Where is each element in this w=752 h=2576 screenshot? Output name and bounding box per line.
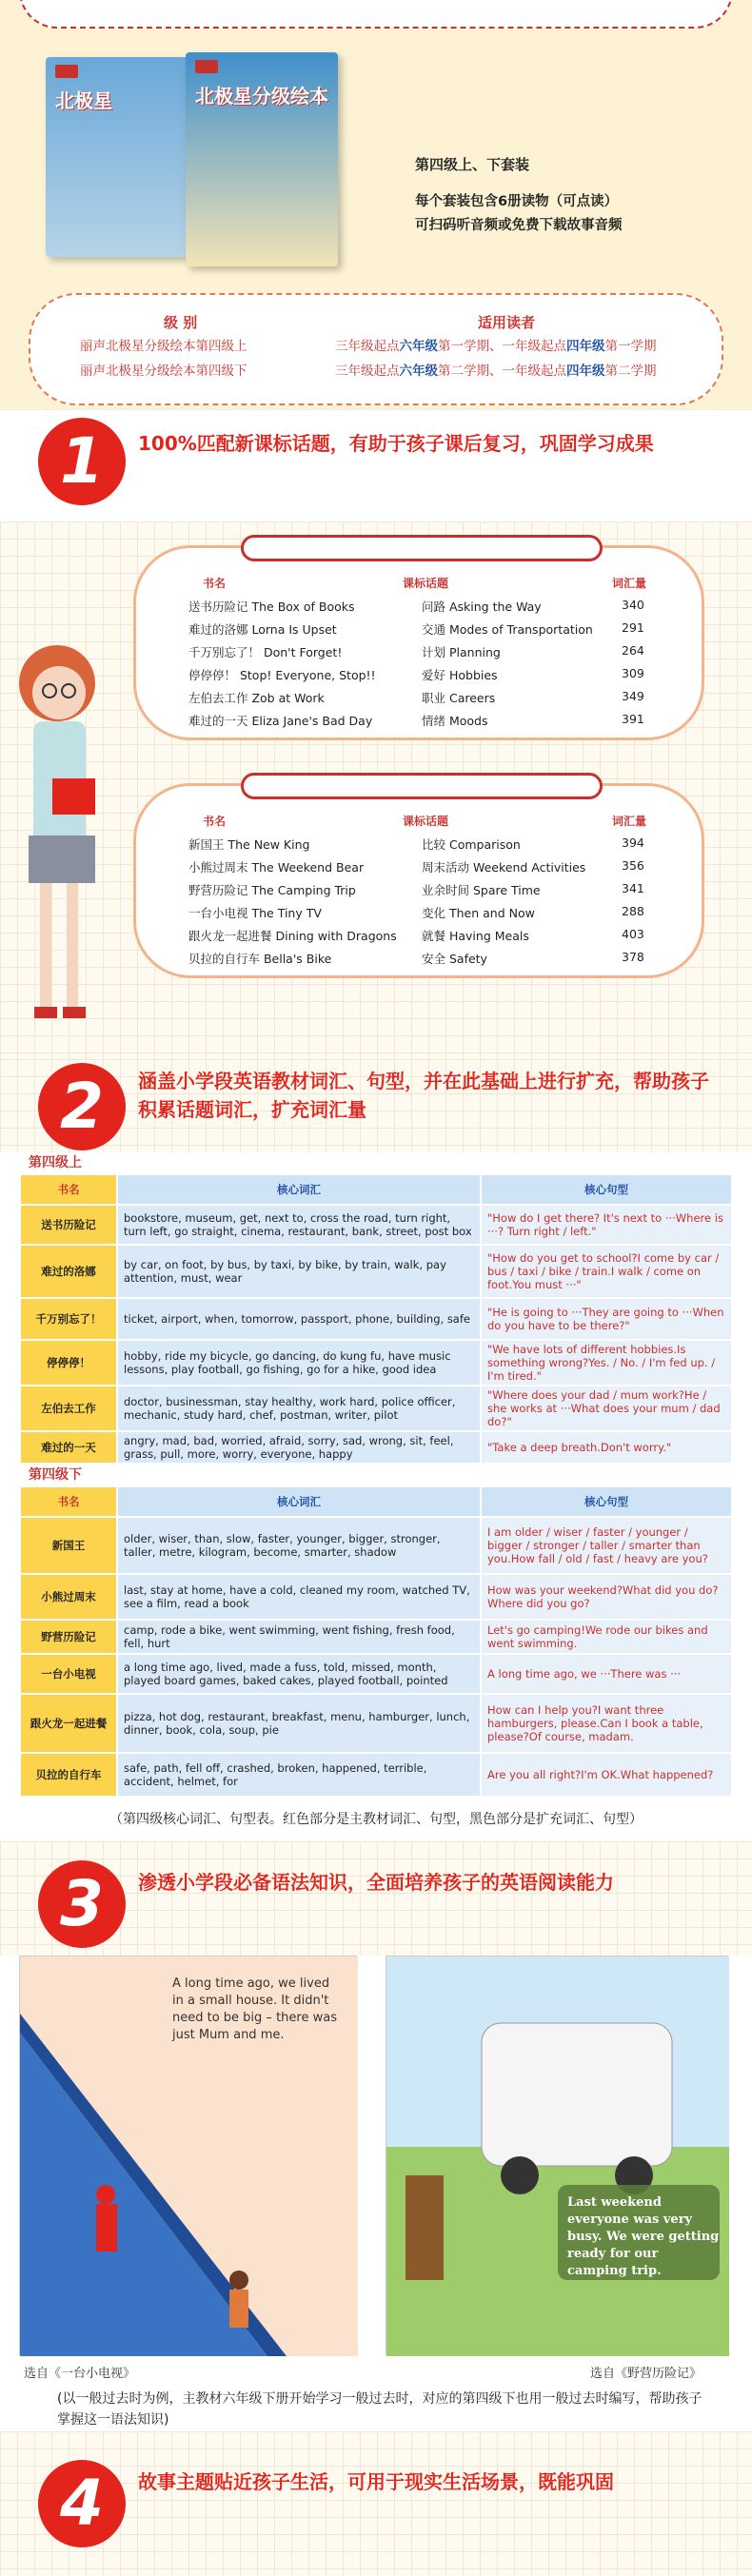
caption: 选自《野营历险记》 [590,2367,703,2381]
table-row: 千万别忘了！ ticket, airport, when, tomorrow, passport, phone, building, safe "He is going to ···They are going to ···When do you have to be there?" [21,1299,731,1339]
vocab-note: （第四级核心词汇、句型表。红色部分是主教材词汇、句型，黑色部分是扩充词汇、句型） [109,1812,643,1827]
topic-tables [0,521,752,1059]
level-label: 第四级上 [29,1155,82,1170]
book-title: 北极星分级绘本 [195,85,328,108]
section-number: 3 [38,1860,126,1948]
card-title-pill [241,773,603,799]
table-row: 贝拉的自行车 safe, path, fell off, crashed, broken, happened, terrible, accident, helmet, for Are you all right?I'm OK.What happened? [21,1754,731,1796]
story-panel-camping [386,1956,728,2355]
section-number: 2 [38,1063,126,1150]
col-header: 课标话题 [403,815,449,828]
section-heading: 渗透小学段必备语法知识，全面培养孩子的英语阅读能力 [138,1871,614,1894]
section-number: 4 [38,2460,126,2547]
top-banner-arc [19,0,733,29]
col-header: 书名 [21,1487,116,1516]
col-header: 核心词汇 [118,1175,480,1204]
camping-illustration [386,1957,729,2356]
reader-header: 适用读者 [478,314,536,331]
level-header: 级 别 [164,314,198,331]
level-label: 第四级下 [29,1467,82,1483]
section-heading: 涵盖小学段英语教材词汇、句型，并在此基础上进行扩充，帮助孩子积累话题词汇，扩充词汇量 [138,1070,709,1121]
table-row: 难过的一天 angry, mad, bad, worried, afraid, sorry, sad, wrong, sit, feel, grass, pull, more, worry, everyone, happy "Take a deep breath.Don't worry." [21,1432,731,1463]
level-line: 丽声北极星分级绘本第四级上 [80,339,247,354]
package-line: 可扫码听音频或免费下载故事音频 [415,218,623,233]
section-heading: 100%匹配新课标话题，有助于孩子课后复习，巩固学习成果 [138,432,654,455]
section-heading: 故事主题贴近孩子生活，可用于现实生活场景，既能巩固 [138,2470,614,2493]
card-title-pill [241,535,603,561]
section-3-header [0,1841,752,1956]
col-header: 词汇量 [612,577,647,590]
vocab-table-b [19,1485,733,1798]
topic-card-level4b: 书名 课标话题 词汇量 新国王 The New King 比较 Comparison 394 小熊过周末 The Weekend Bear 周末活动 Weekend Activities 356 野营历险记 The Camping Trip 业余时间 Spare Time 341 一台小电视 The Tiny TV 变化 Then and Now 288 跟火龙一起进餐 Dining with Dragons 就餐 Having Meals 403 贝拉的自行车 Bella's Bike 安全 Safety 378 [133,783,704,978]
reader-line: 三年级起点六年级第一学期、一年级起点四年级第一学期 [335,339,657,354]
story-panel-tiny-tv [19,1956,357,2355]
book-cover-2 [186,52,338,266]
book-cover-1 [46,57,188,257]
col-header: 书名 [21,1175,116,1204]
level-line: 丽声北极星分级绘本第四级下 [80,364,247,379]
table-row: 难过的洛娜 by car, on foot, by bus, by taxi, by bike, by train, walk, pay attention, must, wear "How do you get to school?I come by car / bus / taxi / bike / train.I walk / come on foot.You must ···" [21,1246,731,1297]
illustration-area [0,1956,752,2431]
package-title: 第四级上、下套装 [415,156,530,173]
table-row: 左伯去工作 doctor, businessman, stay healthy, work hard, police officer, mechanic, study hard, chef, postman, writer, pilot "Where does your dad / mum work?He / she works at ···What does your mum / dad do?" [21,1386,731,1430]
vocab-table-a [19,1173,733,1465]
section-2-header [0,1059,752,1152]
publisher-logo [55,65,78,78]
col-header: 核心句型 [482,1175,731,1204]
table-row: 一台小电视 a long time ago, lived, made a fuss, told, missed, month, played board games, baked cakes, played football, pointed A long time ago, we ···There was ··· [21,1655,731,1693]
story-text: A long time ago, we lived in a small house. It didn't need to be big – there was just Mum and me. [172,1976,337,2042]
reader-line: 三年级起点六年级第二学期、一年级起点四年级第二学期 [335,364,657,379]
girl-illustration [0,579,143,1054]
col-header: 课标话题 [403,577,449,590]
level-box [29,293,723,405]
package-line: 每个套装包含6册读物（可点读） [415,194,619,209]
col-header: 核心词汇 [118,1487,480,1516]
col-header: 书名 [203,577,227,590]
vocab-tables [19,1152,733,1841]
table-row: 跟火龙一起进餐 pizza, hot dog, restaurant, breakfast, menu, hamburger, lunch, dinner, book, cola, soup, pie How can I help you?I want three hamburgers, please.Can I book a table, please?Of course, madam. [21,1695,731,1752]
table-row: 送书历险记 bookstore, museum, get, next to, cross the road, turn right, turn left, go straight, cinema, restaurant, bank, street, post box "How do I get there? It's next to ···Where is ···? Turn right / left." [21,1206,731,1244]
table-row: 野营历险记 camp, rode a bike, went swimming, went fishing, fresh food, fell, hurt Let's go camping!We rode our bikes and went swimming. [21,1621,731,1653]
table-row: 停停停！ hobby, ride my bicycle, go dancing, do kung fu, have music lessons, play football, go fishing, go for a hike, good idea "We have lots of different hobbies.Is something wrong?Yes. / No. / I'm fed up. / I'm tired." [21,1341,731,1385]
section-4-header [0,2431,752,2576]
col-header: 书名 [203,815,227,828]
section-1-header [0,409,752,521]
grammar-note: (以一般过去时为例，主教材六年级下册开始学习一般过去时，对应的第四级下也用一般过去时编写，帮助孩子掌握这一语法知识) [57,2391,703,2428]
table-row: 小熊过周末 last, stay at home, have a cold, cleaned my room, watched TV, see a film, read a book How was your weekend?What did you do?Where did you go? [21,1575,731,1619]
caption: 选自《一台小电视》 [24,2367,136,2381]
section-number: 1 [38,418,126,505]
book-title: 北极星 [55,89,112,112]
story-text: Last weekend everyone was very busy. We were getting ready for our camping trip. [567,2195,720,2278]
col-header: 核心句型 [482,1487,731,1516]
package-header [0,0,752,409]
col-header: 词汇量 [612,815,647,828]
publisher-logo [195,60,218,73]
table-row: 新国王 older, wiser, than, slow, faster, younger, bigger, stronger, taller, metre, kilogram, become, smarter, shadow I am older / wiser / faster / younger / bigger / stronger / taller / smarter than you.How fall / old / fast / heavy are you? [21,1518,731,1573]
topic-card-level4a: 书名 课标话题 词汇量 送书历险记 The Box of Books 问路 Asking the Way 340 难过的洛娜 Lorna Is Upset 交通 Modes of Transportation 291 千万别忘了！ Don't Forget! 计划 Planning 264 停停停！ Stop! Everyone, Stop!! 爱好 Hobbies 309 左伯去工作 Zob at Work 职业 Careers 349 难过的一天 Eliza Jane's Bad Day 情绪 Moods 391 [133,545,704,740]
